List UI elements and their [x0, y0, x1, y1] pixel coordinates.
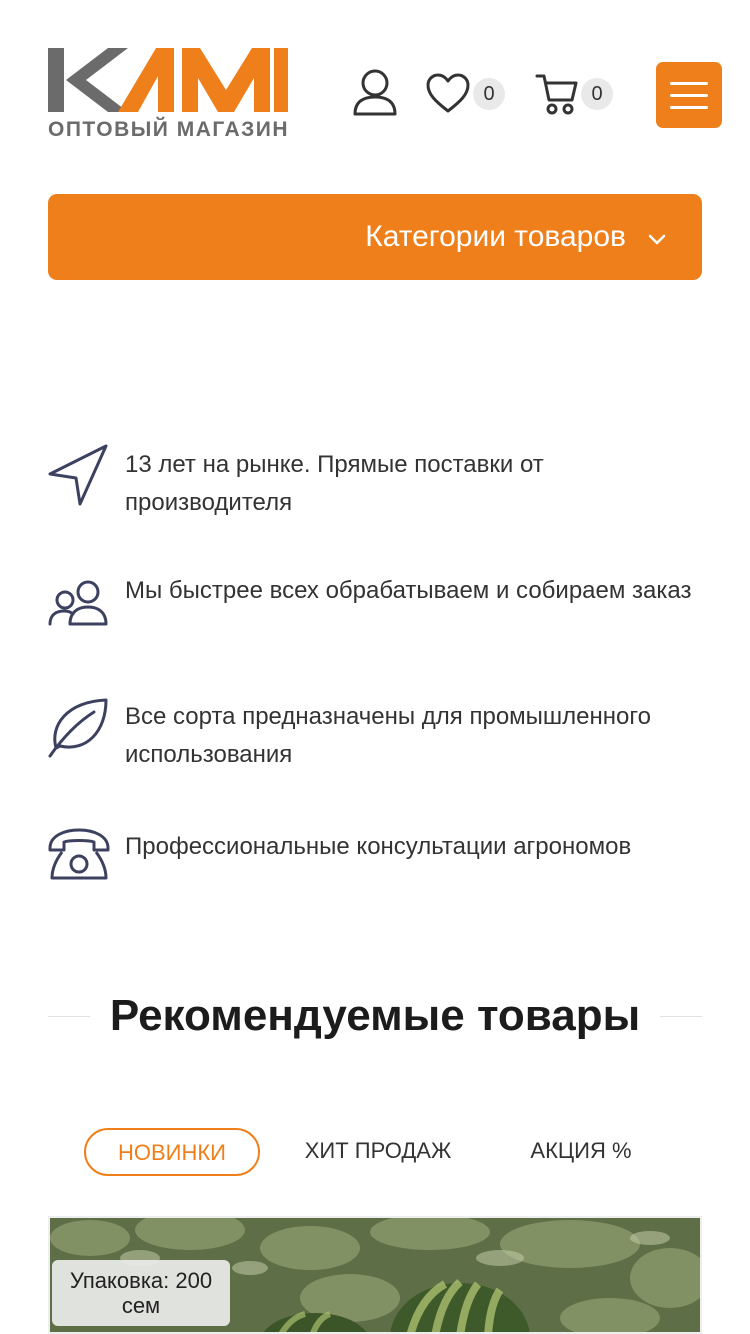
categories-label: Категории товаров	[365, 220, 626, 253]
divider	[48, 1016, 90, 1017]
categories-dropdown-button[interactable]	[48, 194, 702, 280]
section-title: Рекомендуемые товары	[109, 991, 641, 1040]
logo-subtitle: ОПТОВЫЙ МАГАЗИН	[48, 118, 290, 141]
users-icon	[48, 570, 110, 632]
logo[interactable]	[48, 48, 292, 140]
cart-icon	[535, 72, 579, 116]
cart-count-badge: 0	[581, 78, 613, 110]
advantage-text: Все сорта предназначены для промышленного использования	[125, 703, 651, 768]
site-header	[0, 0, 750, 170]
leaf-icon	[48, 696, 110, 758]
menu-button[interactable]	[656, 62, 722, 128]
product-card[interactable]	[48, 1216, 702, 1334]
menu-icon	[670, 82, 708, 85]
cart-button[interactable]	[535, 72, 613, 116]
advantage-text: Мы быстрее всех обрабатываем и собираем заказ	[125, 577, 692, 604]
advantage-text: Профессиональные консультации агрономов	[125, 833, 632, 860]
tab-sale[interactable]: АКЦИЯ %	[530, 1138, 632, 1163]
account-button[interactable]	[350, 68, 400, 118]
favorites-count-badge: 0	[473, 78, 505, 110]
navigation-arrow-icon	[48, 444, 110, 506]
user-icon	[350, 68, 400, 118]
divider	[660, 1016, 702, 1017]
product-tabs	[84, 1128, 684, 1176]
advantage-text: 13 лет на рынке. Прямые поставки от производителя	[125, 451, 544, 516]
recommended-section-header	[48, 984, 702, 1048]
package-label: Упаковка: 200 сем	[52, 1260, 230, 1326]
tab-new[interactable]: НОВИНКИ	[84, 1128, 260, 1176]
phone-icon	[48, 826, 110, 888]
chevron-down-icon	[648, 220, 666, 254]
logo-mark	[48, 48, 292, 114]
tab-bestsellers[interactable]: ХИТ ПРОДАЖ	[304, 1138, 452, 1163]
heart-icon	[425, 73, 471, 115]
favorites-button[interactable]	[425, 72, 505, 116]
